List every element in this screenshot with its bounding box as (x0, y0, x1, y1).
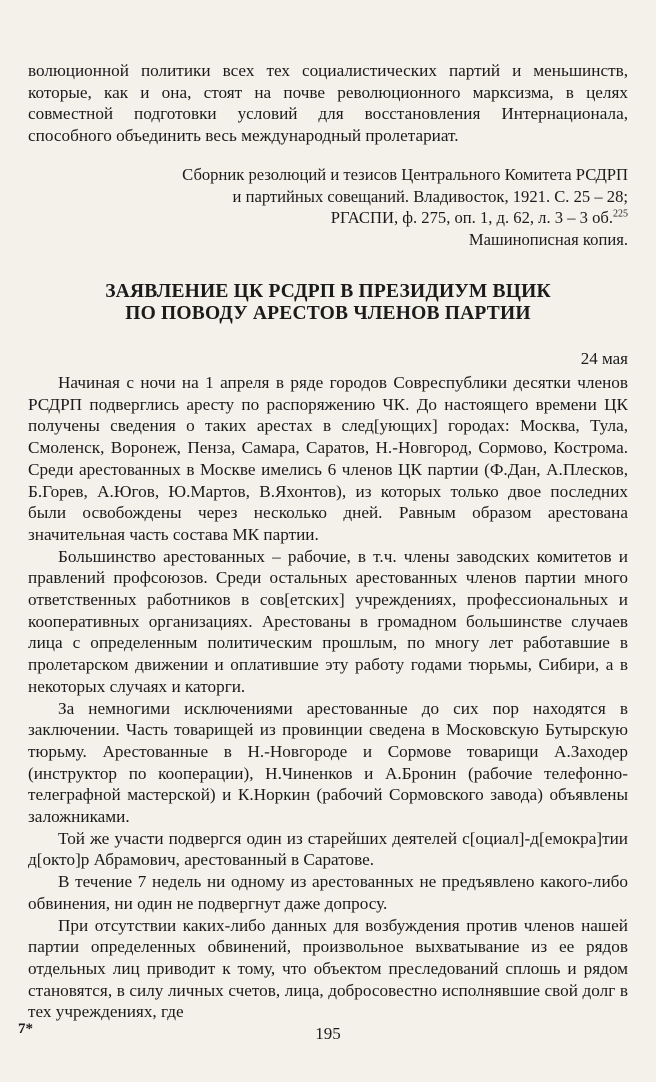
body-paragraph: Той же участи подвергся один из старейших деятелей с[оциал]-д[емокра]тии д[окто]р Абрамович, арестованный в Саратове. (28, 828, 628, 870)
title-line-1: ЗАЯВЛЕНИЕ ЦК РСДРП В ПРЕЗИДИУМ ВЦИК (105, 281, 551, 302)
source-archive-ref: РГАСПИ, ф. 275, оп. 1, д. 62, л. 3 – 3 об. (330, 208, 613, 228)
source-line-2: и партийных совещаний. Владивосток, 1921. С. 25 – 28; (232, 186, 628, 206)
continuation-paragraph (28, 60, 628, 147)
body-paragraph: В течение 7 недель ни одному из арестованных не предъявлено какого-либо обвинения, ни один не подвергнут даже допросу. (28, 872, 628, 913)
signature-mark: 7* (18, 1021, 33, 1037)
body-paragraph: Начиная с ночи на 1 апреля в ряде городов Совреспублики десятки членов РСДРП подверглись аресту по распоряжению ЧК. До настоящего времени ЦК получены сведения о таких арестах в след[ующих] городах: Москва, Тула, Смоленск, Воронеж, Пенза, Самара, Саратов, Н.-Новгород, Сормово, Кострома. Среди арестованных в Москве имелись 6 членов ЦК партии (Ф.Дан, А.Плесков, Б.Горев, А.Югов, Ю.Мартов, В.Яхонтов), из которых только двое последних были освобождены через несколько дней. Равным образом арестована значительная часть состава МК партии. (28, 373, 628, 544)
title-line-2: ПО ПОВОДУ АРЕСТОВ ЧЛЕНОВ ПАРТИИ (125, 303, 531, 324)
continuation-text: волюционной политики всех тех социалистических партий и меньшинств, которые, как и она, стоят на почве революционного марксизма, в целях совместной подготовки условий для восстановления Интернационала, способного объединить весь международный пролетариат. (28, 61, 628, 146)
source-citation (168, 164, 628, 251)
page-number: 195 (315, 1024, 341, 1043)
body-paragraph: При отсутствии каких-либо данных для возбуждения против членов нашей партии определенных обвинений, произвольное выхватывание из ее рядов отдельных лиц приводит к тому, что объектом преследований сплошь и рядом становятся, в силу личных счетов, лица, добросовестно исполнявшие свой долг в тех учреждениях, где (28, 915, 628, 1022)
document-title (28, 281, 628, 325)
document-body (28, 372, 628, 1023)
body-paragraph: За немногими исключениями арестованные до сих пор находятся в заключении. Часть товарищей из провинции сведена в Московскую Бутырскую тюрьму. Арестованные в Н.-Новгороде и Сормове товарищи А.Заходер (инструктор по кооперации), Н.Чиненков и А.Бронин (рабочие телефонно-телеграфной мастерской) и К.Норкин (рабочий Сормовского завода) объявлены заложниками. (28, 698, 628, 827)
source-line-3 (168, 207, 628, 229)
footnote-ref: 225 (613, 208, 628, 220)
body-paragraph: Большинство арестованных – рабочие, в т.ч. члены заводских комитетов и правлений профсоюзов. Среди остальных арестованных членов партии много ответственных работников в сов[етских] учреждениях, профессиональных и кооперативных организациях. Арестованы в громадном большинстве случаев лица с определенным политическим прошлым, по многу лет работавшие в пролетарском движении и оплатившие эту работу годами тюрьмы, Сибири, а в некоторых случаях и каторги. (28, 546, 628, 696)
document-date: 24 мая (580, 349, 628, 368)
source-line-1: Сборник резолюций и тезисов Центрального Комитета РСДРП (182, 165, 628, 184)
source-line-4: Машинописная копия. (468, 230, 628, 250)
